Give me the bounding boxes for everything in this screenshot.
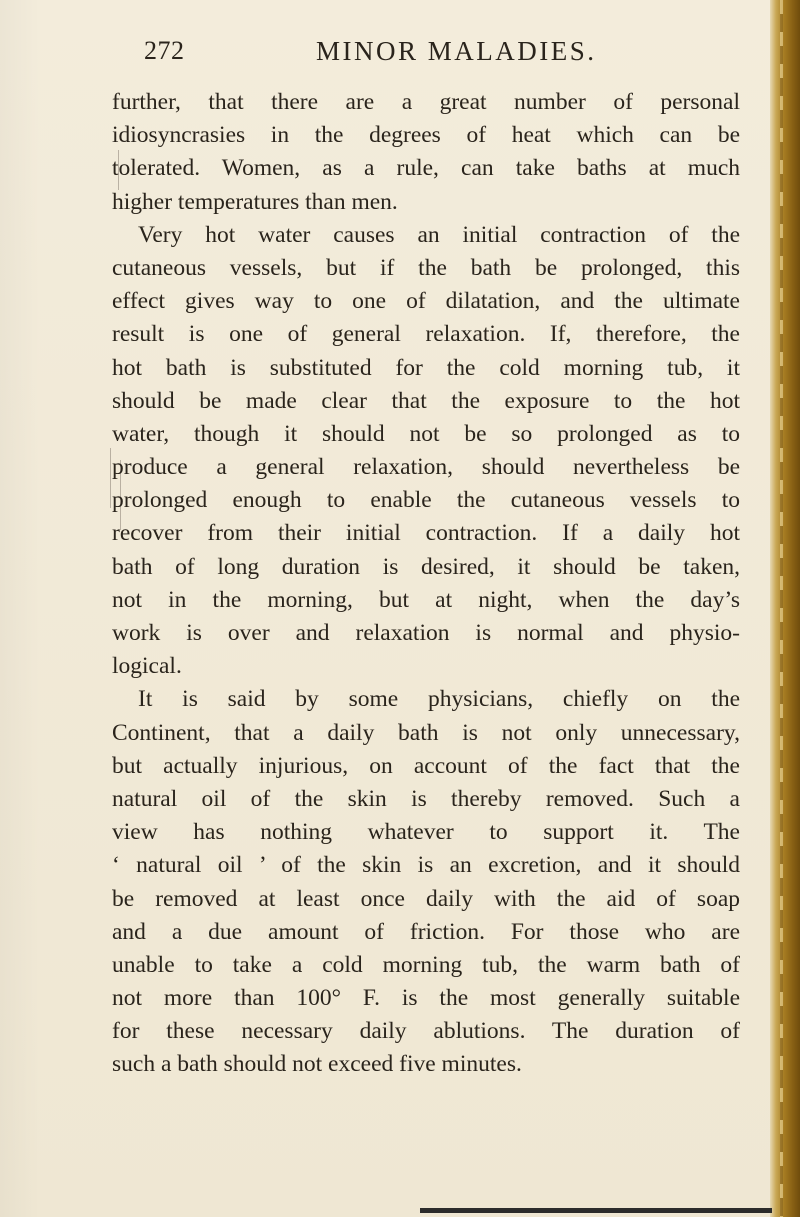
text-line: prolonged enough to enable the cutaneous vessels to <box>112 487 740 514</box>
text-line: It is said by some physicians, chiefly on the <box>138 686 740 713</box>
text-line: Continent, that a daily bath is not only unnecessary, <box>112 719 740 746</box>
text-line: produce a general relaxation, should nevertheless be <box>112 454 740 481</box>
text-line: and a due amount of friction. For those who are <box>112 918 740 945</box>
page-number: 272 <box>144 36 185 65</box>
text-line: logical. <box>112 653 182 680</box>
text-line: effect gives way to one of dilatation, and the ultimate <box>112 288 740 315</box>
text-line: should be made clear that the exposure to the hot <box>112 387 740 414</box>
text-line: bath of long duration is desired, it should be taken, <box>112 553 740 580</box>
text-line: ‘ natural oil ’ of the skin is an excretion, and it should <box>112 852 740 879</box>
text-line: hot bath is substituted for the cold morning tub, it <box>112 354 740 381</box>
text-line: such a bath should not exceed five minutes. <box>112 1051 522 1078</box>
text-line: not more than 100° F. is the most generally suitable <box>112 985 740 1012</box>
text-line: recover from their initial contraction. If a daily hot <box>112 520 740 547</box>
text-line: further, that there are a great number of personal <box>112 89 740 115</box>
page-edge-rule <box>420 1208 772 1213</box>
text-line: view has nothing whatever to support it. The <box>112 819 740 846</box>
running-head: MINOR MALADIES. <box>316 36 597 66</box>
text-line: for these necessary daily ablutions. The duration of <box>112 1018 740 1045</box>
text-line: unable to take a cold morning tub, the warm bath of <box>112 951 740 978</box>
text-line: not in the morning, but at night, when the day’s <box>112 586 740 613</box>
text-line: cutaneous vessels, but if the bath be prolonged, this <box>112 254 740 281</box>
page-header <box>0 30 770 76</box>
text-line: water, though it should not be so prolonged as to <box>112 420 740 447</box>
body-text <box>112 86 740 1082</box>
text-line: natural oil of the skin is thereby removed. Such a <box>112 785 740 812</box>
text-line: result is one of general relaxation. If, therefore, the <box>112 321 740 348</box>
text-line: Very hot water causes an initial contraction of the <box>138 221 740 248</box>
text-line: but actually injurious, on account of the fact that the <box>112 752 740 779</box>
text-line: higher temperatures than men. <box>112 188 398 215</box>
text-line: be removed at least once daily with the aid of soap <box>112 885 740 912</box>
book-spine-edge <box>770 0 800 1217</box>
show-through-mark <box>110 448 111 508</box>
text-line: tolerated. Women, as a rule, can take baths at much <box>112 155 740 182</box>
text-line: idiosyncrasies in the degrees of heat which can be <box>112 122 740 149</box>
text-line: work is over and relaxation is normal and physio- <box>112 620 740 646</box>
